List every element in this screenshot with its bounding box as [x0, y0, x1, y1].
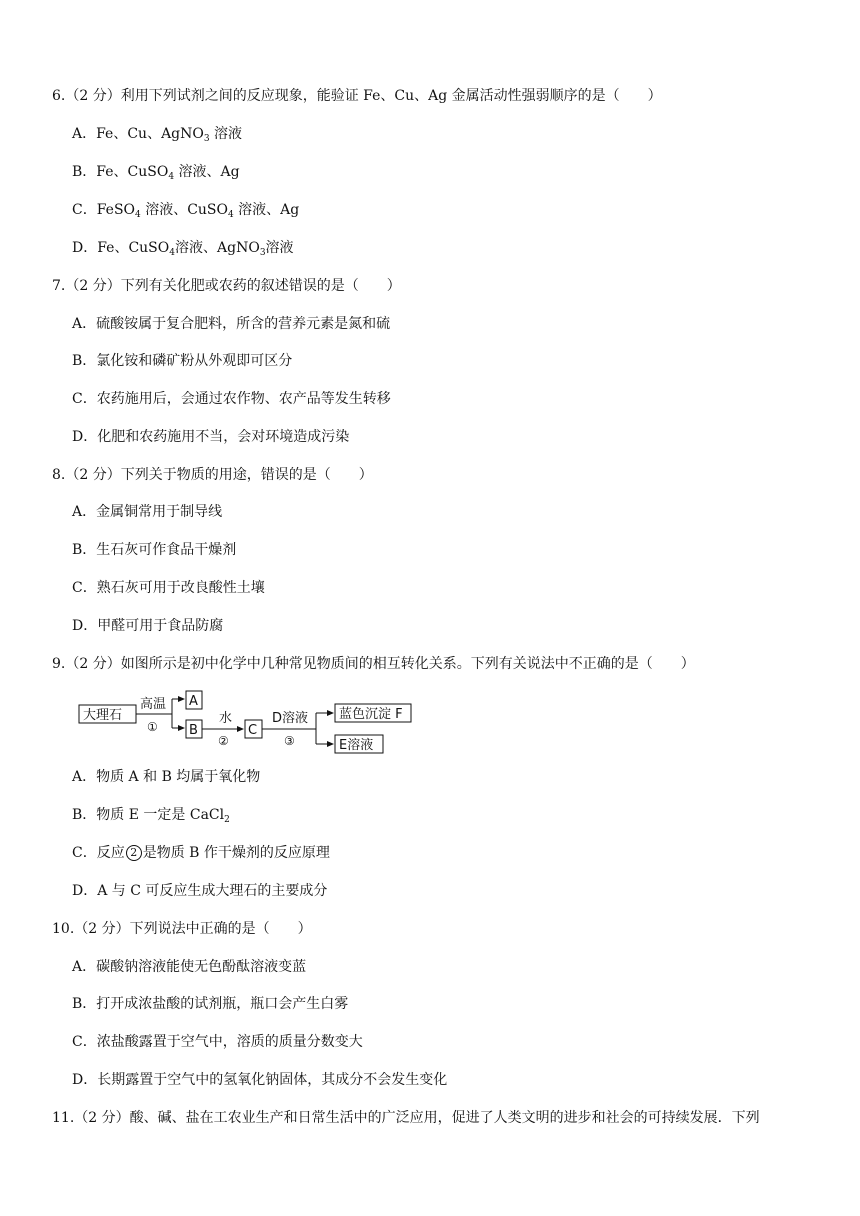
question-7-option-b: B．氯化铵和磷矿粉从外观即可区分 — [72, 353, 293, 369]
question-10-option-b: B．打开成浓盐酸的试剂瓶，瓶口会产生白雾 — [72, 996, 349, 1012]
question-8-option-b: B．生石灰可作食品干燥剂 — [72, 542, 237, 558]
substance-a-label: A — [189, 694, 198, 709]
question-8-option-a: A．金属铜常用于制导线 — [72, 504, 223, 520]
question-6-option-d: D．Fe、CuSO$_4$溶液、AgNO$_3$溶液 — [72, 240, 294, 258]
question-7-option-c: C．农药施用后，会通过农作物、农产品等发生转移 — [72, 391, 391, 407]
question-7-option-a: A．硫酸铵属于复合肥料，所含的营养元素是氮和硫 — [72, 316, 391, 332]
blue-precipitate-label: 蓝色沉淀 F — [339, 707, 403, 722]
question-6-option-c: C．FeSO$_4$ 溶液、CuSO$_4$ 溶液、Ag — [72, 202, 300, 220]
condition-d-solution: D溶液 — [272, 711, 309, 726]
question-10-option-a: A．碳酸钠溶液能使无色酚酞溶液变蓝 — [72, 959, 307, 975]
question-10-stem: 10.（2 分）下列说法中正确的是（ ） — [52, 921, 312, 937]
question-7-stem: 7.（2 分）下列有关化肥或农药的叙述错误的是（ ） — [52, 278, 401, 294]
question-9-option-b: B．物质 E 一定是 CaCl$_2$ — [72, 807, 230, 825]
question-8-stem: 8.（2 分）下列关于物质的用途，错误的是（ ） — [52, 467, 373, 483]
question-6-option-a: A．Fe、Cu、AgNO$_3$ 溶液 — [72, 126, 243, 144]
question-8-option-c: C．熟石灰可用于改良酸性土壤 — [72, 580, 265, 596]
step-3-label: ③ — [284, 734, 295, 748]
question-8-option-d: D．甲醛可用于食品防腐 — [72, 618, 224, 634]
question-9-option-c: C．反应 2 是物质 B 作干燥剂的反应原理 — [72, 845, 330, 861]
step-1-label: ① — [147, 720, 158, 734]
question-7-option-d: D．化肥和农药施用不当，会对环境造成污染 — [72, 429, 350, 445]
question-11-stem: 11.（2 分）酸、碱、盐在工农业生产和日常生活中的广泛应用，促进了人类文明的进步和社会的可持续发展．下列 — [52, 1110, 760, 1126]
question-9-option-d: D．A 与 C 可反应生成大理石的主要成分 — [72, 883, 328, 899]
condition-water: 水 — [219, 711, 233, 726]
marble-label: 大理石 — [83, 708, 123, 723]
step-2-label: ② — [218, 734, 229, 748]
circled-number-2: 2 — [126, 845, 142, 861]
question-10-option-d: D．长期露置于空气中的氢氧化钠固体，其成分不会发生变化 — [72, 1072, 448, 1088]
substance-c-label: C — [248, 723, 258, 738]
condition-high-temp: 高温 — [140, 697, 167, 712]
question-6-option-b: B．Fe、CuSO$_4$ 溶液、Ag — [72, 164, 240, 182]
solution-e-label: E溶液 — [339, 738, 374, 753]
substance-b-label: B — [189, 723, 198, 738]
conversion-diagram — [76, 686, 416, 758]
question-10-option-c: C．浓盐酸露置于空气中，溶质的质量分数变大 — [72, 1034, 363, 1050]
question-9-option-a: A．物质 A 和 B 均属于氧化物 — [72, 769, 261, 785]
question-9-stem: 9.（2 分）如图所示是初中化学中几种常见物质间的相互转化关系。下列有关说法中不正确的是（ ） — [52, 656, 695, 672]
question-6-stem: 6.（2 分）利用下列试剂之间的反应现象，能验证 Fe、Cu、Ag 金属活动性强弱顺序的是（ ） — [52, 88, 662, 104]
